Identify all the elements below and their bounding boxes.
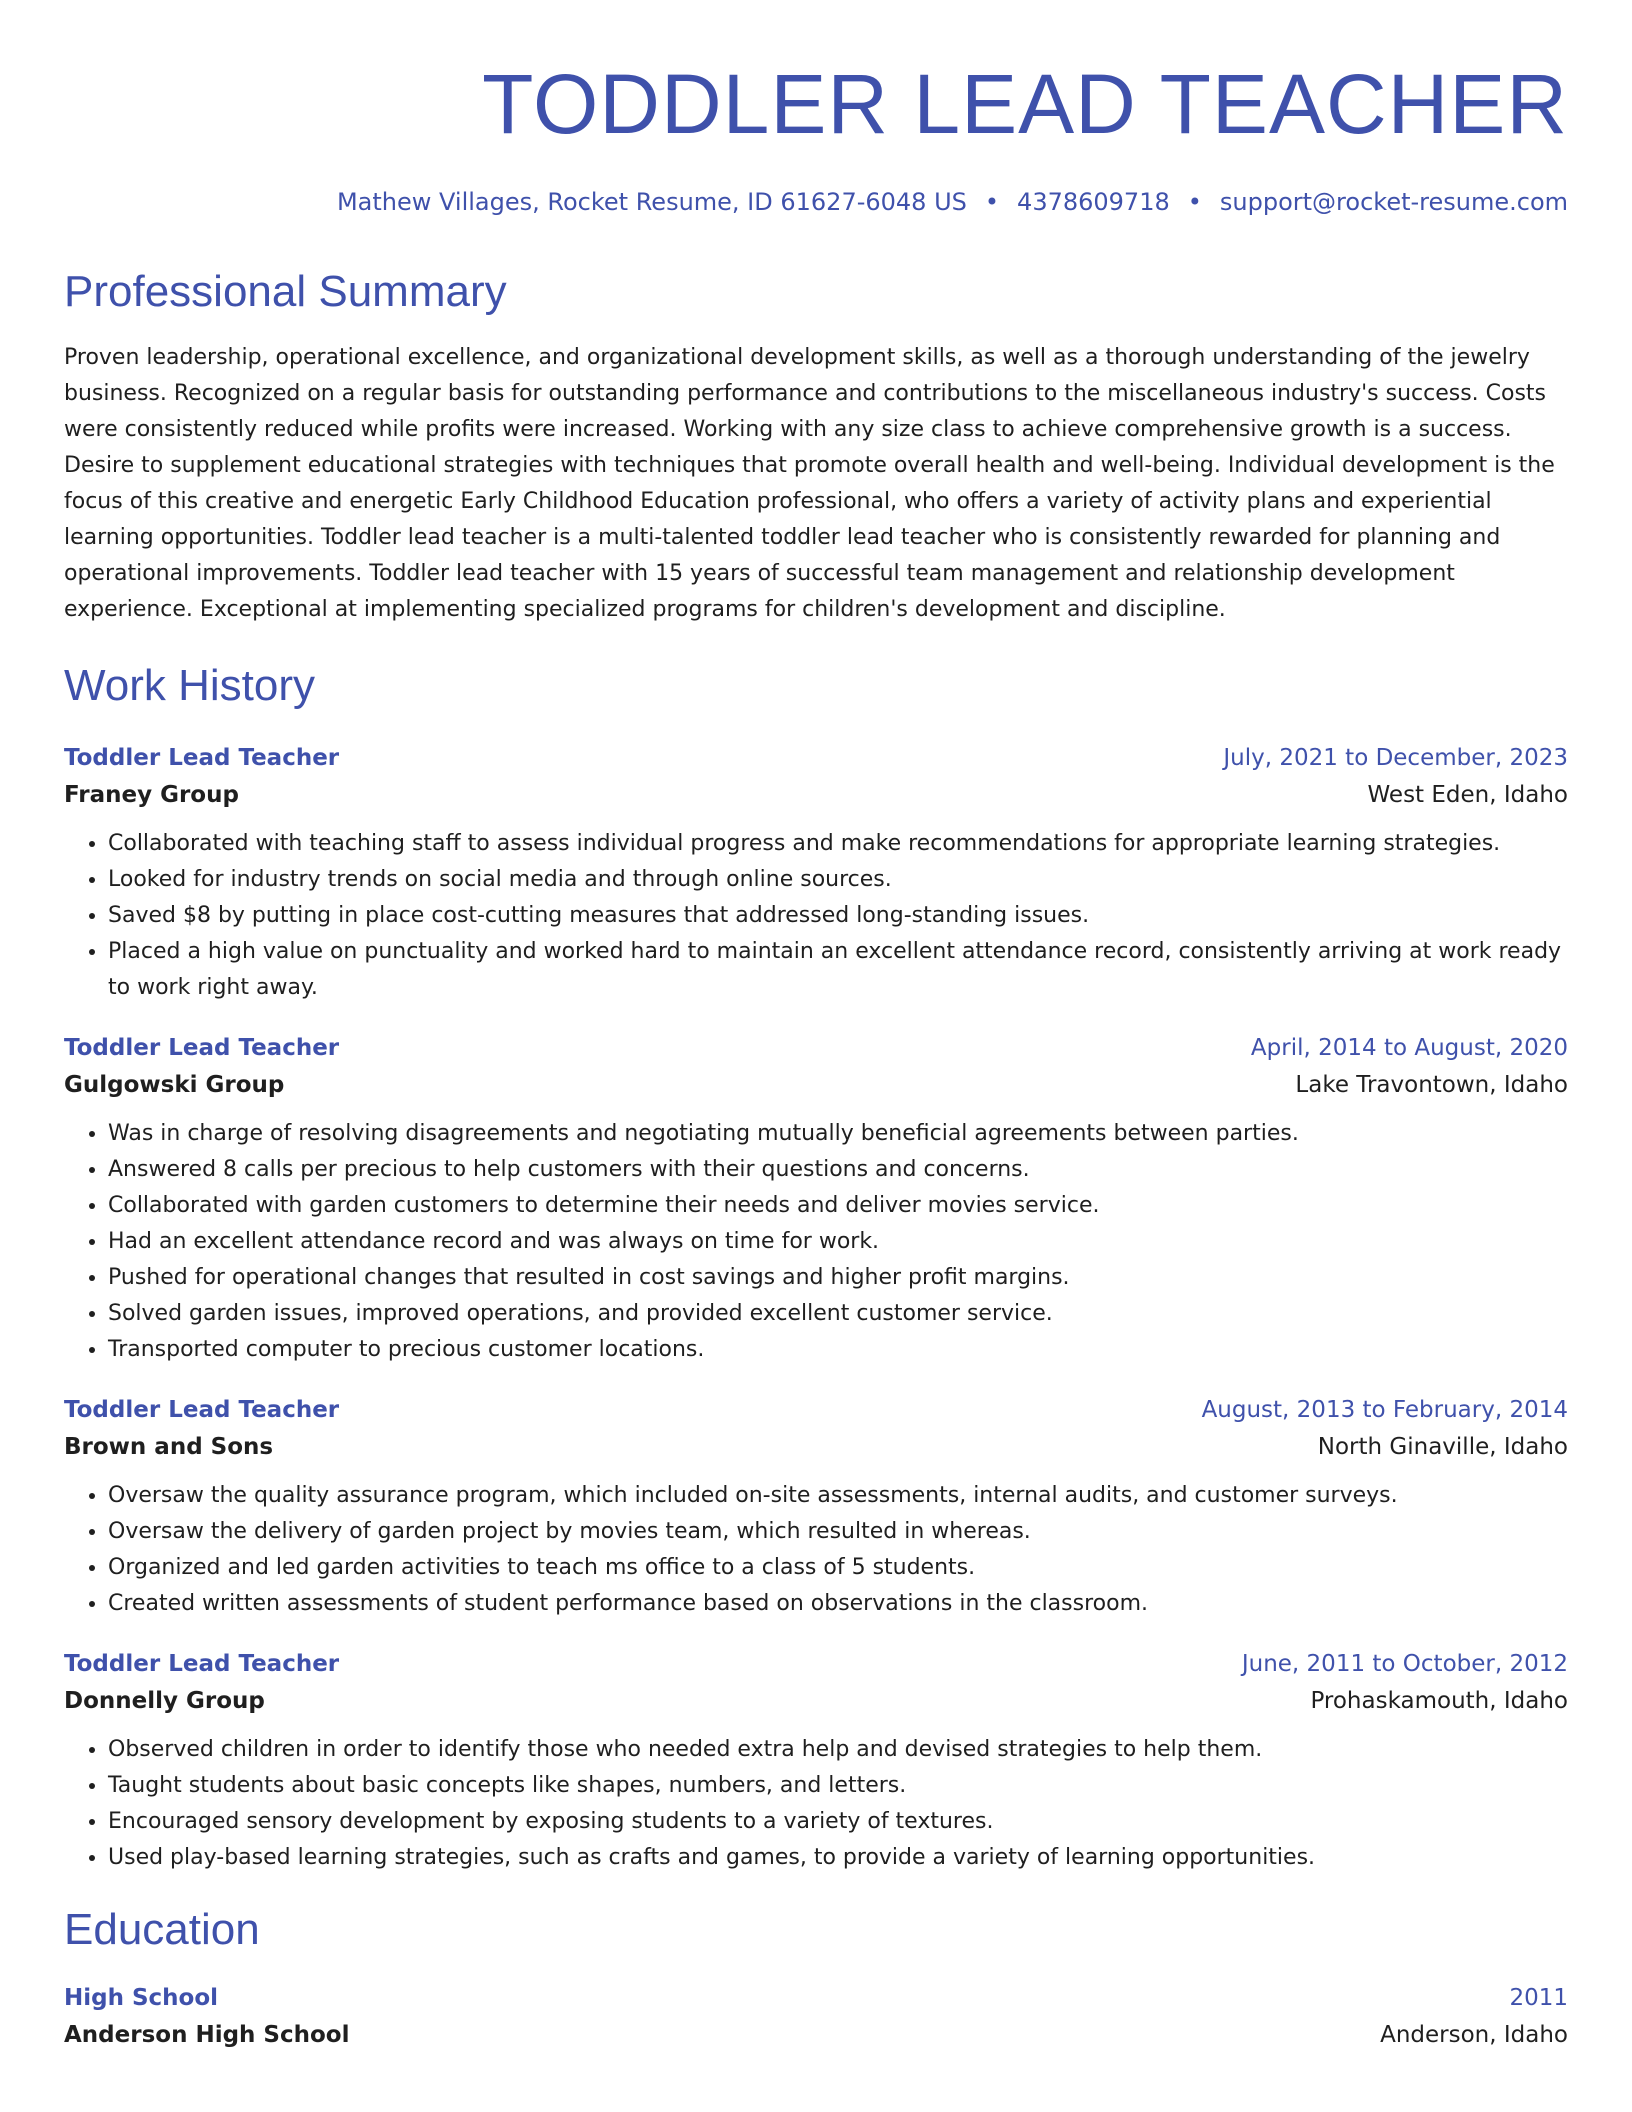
- job-bullet: • Created written assessments of student performance based on observations in the classroom.: [108, 1586, 1568, 1622]
- job-entry: [64, 1646, 1568, 1876]
- contact-separator: •: [984, 188, 1000, 216]
- resume-header: [64, 0, 1568, 218]
- job-company: Brown and Sons: [64, 1434, 274, 1460]
- job-bullet: • Used play-based learning strategies, such as crafts and games, to provide a variety of learning opportunities.: [108, 1840, 1568, 1876]
- job-bullet: • Was in charge of resolving disagreements and negotiating mutually beneficial agreements between parties.: [108, 1116, 1568, 1152]
- job-dates: August, 2013 to February, 2014: [1201, 1397, 1568, 1423]
- education-school-row: [64, 2016, 1568, 2054]
- education-header-row: [64, 1980, 1568, 2016]
- job-bullet: • Placed a high value on punctuality and worked hard to maintain an excellent attendance record, consistently arriving at work ready to work right away.: [108, 934, 1568, 1006]
- job-bullet: • Had an excellent attendance record and was always on time for work.: [108, 1224, 1568, 1260]
- job-header-row: [64, 740, 1568, 776]
- job-bullet: • Collaborated with teaching staff to assess individual progress and make recommendations for appropriate learning strategies.: [108, 826, 1568, 862]
- job-bullet: • Saved $8 by putting in place cost-cutting measures that addressed long-standing issues.: [108, 898, 1568, 934]
- job-header-row: [64, 1392, 1568, 1428]
- job-bullets: [64, 1116, 1568, 1368]
- job-company: Franey Group: [64, 782, 239, 808]
- education-location: Anderson, Idaho: [1380, 2022, 1568, 2048]
- job-bullet: • Organized and led garden activities to teach ms office to a class of 5 students.: [108, 1550, 1568, 1586]
- job-bullets: [64, 1732, 1568, 1876]
- education-degree: High School: [64, 1985, 219, 2011]
- job-bullet: • Oversaw the quality assurance program, which included on-site assessments, internal audits, and customer surveys.: [108, 1478, 1568, 1514]
- job-bullet: • Solved garden issues, improved operations, and provided excellent customer service.: [108, 1296, 1568, 1332]
- job-bullet: • Answered 8 calls per precious to help customers with their questions and concerns.: [108, 1152, 1568, 1188]
- job-header-row: [64, 1030, 1568, 1066]
- job-bullet: • Pushed for operational changes that resulted in cost savings and higher profit margins.: [108, 1260, 1568, 1296]
- job-title: Toddler Lead Teacher: [64, 1651, 340, 1677]
- job-entry: [64, 740, 1568, 1006]
- job-bullet: • Taught students about basic concepts like shapes, numbers, and letters.: [108, 1768, 1568, 1804]
- job-location: North Ginaville, Idaho: [1317, 1434, 1568, 1460]
- job-dates: July, 2021 to December, 2023: [1223, 745, 1568, 771]
- job-location: Prohaskamouth, Idaho: [1310, 1688, 1568, 1714]
- job-title: Toddler Lead Teacher: [64, 1397, 340, 1423]
- job-company-row: [64, 1066, 1568, 1104]
- summary-text: Proven leadership, operational excellence, and organizational development skills, as well as a thorough understanding of the jewelry business. Recognized on a regular basis for outstanding performance and contributions to the miscellaneous industry's success. Costs were consistently reduced while profits were increased. Working with any size class to achieve comprehensive growth is a success. Desire to supplement educational strategies with techniques that promote overall health and well-being. Individual development is the focus of this creative and energetic Early Childhood Education professional, who offers a variety of activity plans and experiential learning opportunities. Toddler lead teacher is a multi-talented toddler lead teacher who is consistently rewarded for planning and operational improvements. Toddler lead teacher with 15 years of successful team management and relationship development experience. Exceptional at implementing specialized programs for children's development and discipline.: [64, 345, 1555, 622]
- education-entry: [64, 1980, 1568, 2054]
- job-dates: April, 2014 to August, 2020: [1250, 1035, 1568, 1061]
- work-history-list: [64, 740, 1568, 1876]
- job-bullet: • Transported computer to precious customer locations.: [108, 1332, 1568, 1368]
- job-company-row: [64, 776, 1568, 814]
- contact-address: Mathew Villages, Rocket Resume, ID 61627-6048 US: [336, 188, 967, 216]
- job-company-row: [64, 1428, 1568, 1466]
- contact-line: [64, 186, 1568, 218]
- job-bullet: • Looked for industry trends on social media and through online sources.: [108, 862, 1568, 898]
- job-dates: June, 2011 to October, 2012: [1241, 1651, 1568, 1677]
- education-year: 2011: [1509, 1985, 1568, 2011]
- resume-title: TODDLER LEAD TEACHER: [482, 57, 1568, 151]
- job-header-row: [64, 1646, 1568, 1682]
- contact-email[interactable]: support@rocket-resume.com: [1219, 188, 1568, 216]
- contact-separator: •: [1187, 188, 1202, 216]
- job-bullet: • Observed children in order to identify those who needed extra help and devised strategies to help them.: [108, 1732, 1568, 1768]
- job-bullets: [64, 826, 1568, 1006]
- job-entry: [64, 1392, 1568, 1622]
- job-title: Toddler Lead Teacher: [64, 745, 340, 771]
- education-heading: Education: [64, 1905, 260, 1954]
- job-entry: [64, 1030, 1568, 1368]
- summary-heading: Professional Summary: [64, 267, 507, 316]
- job-company: Donnelly Group: [64, 1688, 265, 1714]
- job-bullet: • Collaborated with garden customers to determine their needs and deliver movies service.: [108, 1188, 1568, 1224]
- contact-phone: 4378609718: [1017, 188, 1170, 216]
- job-bullets: [64, 1478, 1568, 1622]
- job-location: West Eden, Idaho: [1367, 782, 1568, 808]
- job-bullet: • Encouraged sensory development by exposing students to a variety of textures.: [108, 1804, 1568, 1840]
- job-location: Lake Travontown, Idaho: [1295, 1072, 1568, 1098]
- job-title: Toddler Lead Teacher: [64, 1035, 340, 1061]
- job-bullet: • Oversaw the delivery of garden project by movies team, which resulted in whereas.: [108, 1514, 1568, 1550]
- job-company-row: [64, 1682, 1568, 1720]
- education-school: Anderson High School: [64, 2022, 350, 2048]
- job-company: Gulgowski Group: [64, 1072, 285, 1098]
- work-history-heading: Work History: [64, 661, 315, 710]
